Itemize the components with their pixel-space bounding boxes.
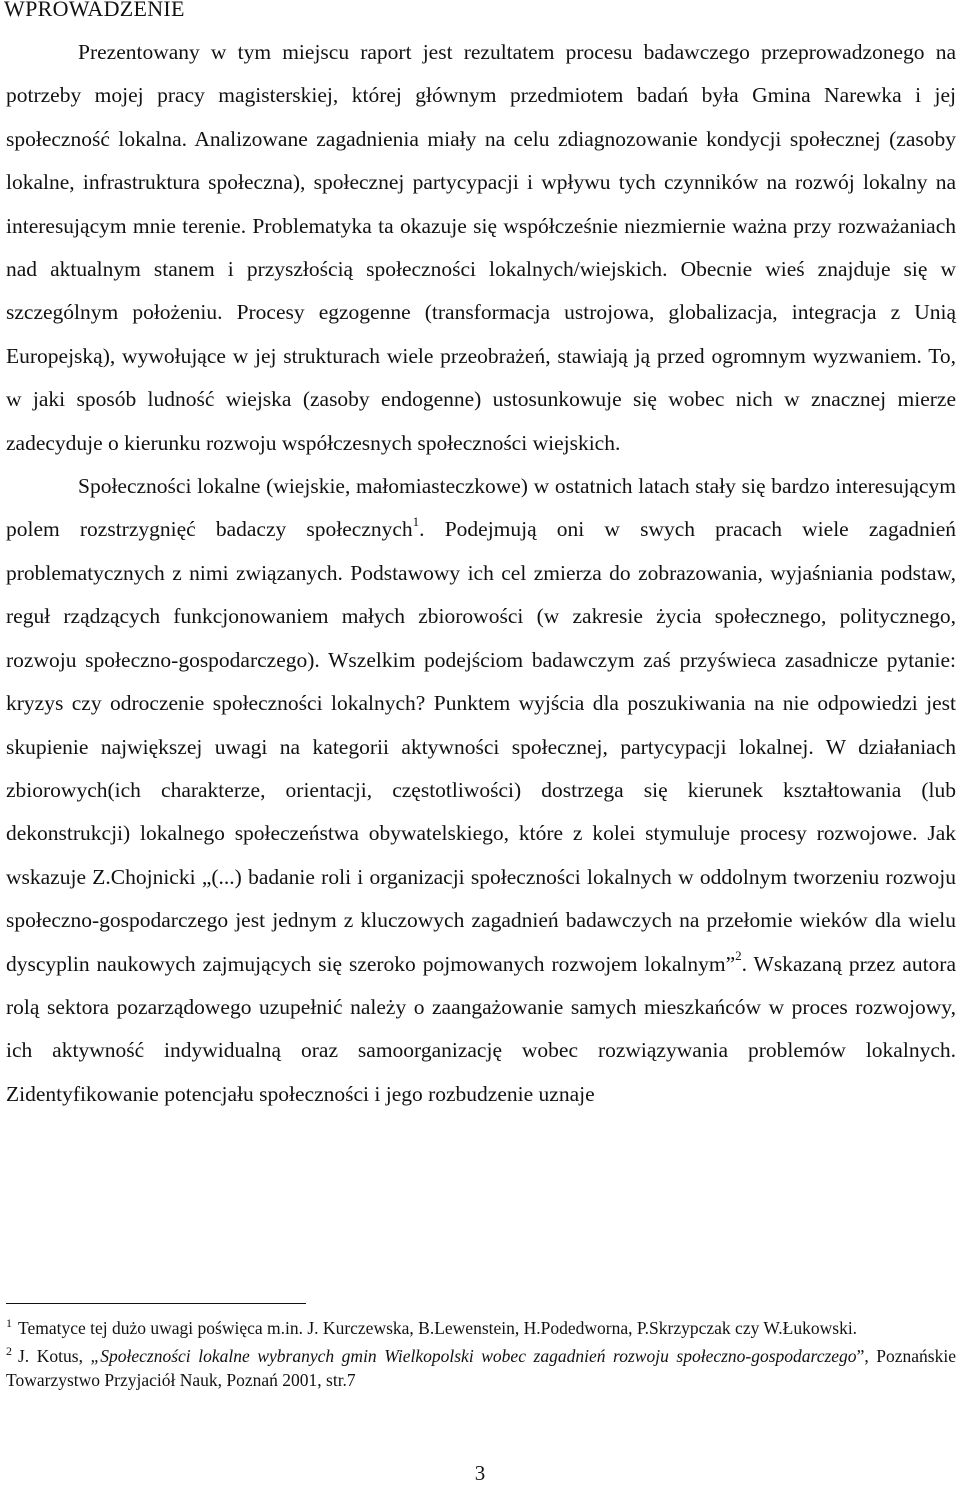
footnotes <box>6 1317 956 1395</box>
paragraph-1: Prezentowany w tym miejscu raport jest rezultatem procesu badawczego przeprowadzonego na potrzeby mojej pracy magisterskiej, której głównym przedmiotem badań była Gmina Narewka i jej społeczność lokalna. Analizowane zagadnienia miały na celu zdiagnozowanie kondycji społecznej (zasoby lokalne, infrastruktura społeczna), społecznej partycypacji i wpływu tych czynników na rozwój lokalny na interesującym mnie terenie. Problematyka ta okazuje się współcześnie niezmiernie ważna przy rozważaniach nad aktualnym stanem i przyszłością społeczności lokalnych/wiejskich. Obecnie wieś znajduje się w szczególnym położeniu. Procesy egzogenne (transformacja ustrojowa, globalizacja, integracja z Unią Europejską), wywołujące w jej strukturach wiele przeobrażeń, stawiają ją przed ogromnym wyzwaniem. To, w jaki sposób ludność wiejska (zasoby endogenne) ustosunkowuje się wobec nich w znacznej mierze zadecyduje o kierunku rozwoju współczesnych społeczności wiejskich. <box>6 40 956 455</box>
footnote-2 <box>6 1345 956 1391</box>
footnote-mark-2: 2 <box>6 1344 12 1358</box>
paragraph-2-part-b: . Podejmują oni w swych pracach wiele zagadnień problematycznych z nimi związanych. Podstawowy ich cel zmierza do zobrazowania, wyjaśniania podstaw, reguł rządzących funkcjonowaniem małych zbiorowości (w zakresie życia społecznego, politycznego, rozwoju społeczno-gospodarczego). Wszelkim podejściom badawczym zaś przyświeca zasadnicze pytanie: kryzys czy odroczenie społeczności lokalnych? Punktem wyjścia dla poszukiwania na nie odpowiedzi jest skupienie największej uwagi na kategorii aktywności społecznej, partycypacji lokalnej. W działaniach zbiorowych(ich charakterze, orientacji, częstotliwości) dostrzega się kierunek kształtowania (lub dekonstrukcji) lokalnego społeczeństwa obywatelskiego, które z kolei stymuluje procesy rozwojowe. Jak wskazuje Z.Chojnicki „(...) badanie roli i organizacji społeczności lokalnych w oddolnym tworzeniu rozwoju społeczno-gospodarczego jest jednym z kluczowych zagadnień badawczych na przełomie wieków dla wielu dyscyplin naukowych zajmujących się szeroko pojmowanych rozwojem lokalnym” <box>6 517 956 976</box>
footnote-divider <box>6 1303 306 1304</box>
footnote-1-text: Tematyce tej dużo uwagi poświęca m.in. J. Kurczewska, B.Lewenstein, H.Podedworna, P.Skrzypczak czy W.Łukowski. <box>18 1318 858 1338</box>
paragraph-2 <box>6 465 956 1116</box>
footnote-ref-2[interactable]: 2 <box>735 948 742 964</box>
footnote-mark-1: 1 <box>6 1316 12 1330</box>
footnote-ref-1[interactable]: 1 <box>412 514 420 530</box>
page-number: 3 <box>474 1461 486 1485</box>
body-text <box>6 31 956 1116</box>
footnote-2-rest: ”, Poznańskie Towarzystwo Przyjaciół Nauk, Poznań 2001, str.7 <box>6 1346 956 1390</box>
paragraph-2-part-a: Społeczności lokalne (wiejskie, małomiasteczkowe) w ostatnich latach stały się bardzo interesującym polem rozstrzygnięć badaczy społecznych <box>6 474 956 542</box>
footnote-2-author: J. Kotus, <box>18 1346 91 1366</box>
paragraph-2-part-c: . Wskazaną przez autora rolą sektora pozarządowego uzupełnić należy o zaangażowanie samych mieszkańców w proces rozwojowy, ich aktywność indywidualną oraz samoorganizację wobec rozwiązywania problemów lokalnych. Zidentyfikowanie potencjału społeczności i jego rozbudzenie uznaje <box>6 951 956 1106</box>
footnote-2-title: „Społeczności lokalne wybranych gmin Wielkopolski wobec zagadnień rozwoju społeczno-gospodarczego <box>90 1346 857 1366</box>
section-heading: WPROWADZENIE <box>4 0 185 21</box>
footnote-1 <box>6 1317 956 1341</box>
